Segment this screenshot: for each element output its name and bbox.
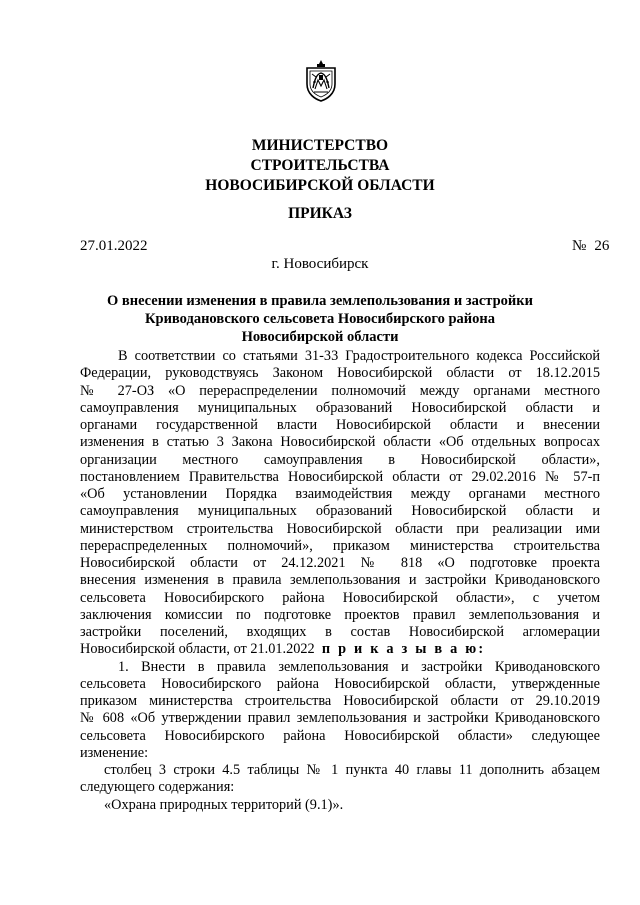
subject-line-3: Новосибирской области xyxy=(241,329,399,345)
preamble-end: Новосибирской области, от 21.01.2022 xyxy=(80,641,315,658)
document-body xyxy=(80,348,600,814)
number-sign: № xyxy=(572,238,587,254)
quote-line: «Охрана природных территорий (9.1)». xyxy=(104,796,344,813)
preamble-line: самоуправления муниципальных образований Новосибирской области и xyxy=(80,399,600,416)
preamble-line: самоуправления муниципальных образований Новосибирской области и xyxy=(80,503,600,520)
preamble-line: застройки поселений, входящих в состав Новосибирской агломерации xyxy=(80,624,600,640)
ministry-name xyxy=(0,136,640,196)
ministry-line-3: НОВОСИБИРСКОЙ ОБЛАСТИ xyxy=(205,177,435,194)
document-number xyxy=(572,238,609,255)
document-date: 27.01.2022 xyxy=(80,238,148,254)
item-1-line: сельсовета Новосибирского района Новосибирской области, утвержденные xyxy=(80,675,600,692)
number-value: 26 xyxy=(594,238,610,254)
preamble-paragraph xyxy=(80,348,600,659)
item-1-line: 1. Внести в правила землепользования и застройки Криводановского xyxy=(118,658,600,675)
preamble-line: В соответствии со статьями 31-33 Градостроительного кодекса Российской xyxy=(118,348,600,364)
change-line: столбец 3 строки 4.5 таблицы № 1 пункта 40 главы 11 дополнить абзацем xyxy=(104,762,600,778)
item-1-line: № 608 «Об утверждении правил землепользования и застройки Криводановского xyxy=(80,710,600,727)
item-1-line: сельсовета Новосибирского района Новосибирской области» следующее xyxy=(80,727,600,744)
quote-paragraph xyxy=(80,797,600,814)
subject-line-1: О внесении изменения в правила землепользования и застройки xyxy=(106,293,533,309)
preamble-line: № 27-ОЗ «О перераспределении полномочий между органами местного xyxy=(80,382,600,399)
preamble-line: заключения комиссии по подготовке проектов правил землепользования и xyxy=(80,606,600,623)
preamble-line: организации местного самоуправления в Новосибирской области», xyxy=(80,451,600,468)
item-1-paragraph xyxy=(80,659,600,763)
ministry-line-2: СТРОИТЕЛЬСТВА xyxy=(250,157,390,174)
document-type: ПРИКАЗ xyxy=(288,205,352,222)
preamble-line: «Об установлении Порядка взаимодействия между органами местного xyxy=(80,486,600,502)
document-subject xyxy=(0,292,640,346)
preamble-line: внесения изменения в правила землепользования и застройки Криводановского xyxy=(80,572,600,589)
item-1-line: приказом министерства строительства Новосибирской области от 29.10.2019 xyxy=(80,693,600,709)
ministry-line-1: МИНИСТЕРСТВО xyxy=(251,137,389,154)
preamble-line: изменения в статью 3 Закона Новосибирской области «Об отдельных вопросах xyxy=(80,434,600,451)
coat-of-arms-icon xyxy=(303,58,339,102)
preamble-line: Федерации, руководствуясь Законом Новосибирской области от 18.12.2015 xyxy=(80,365,600,382)
preamble-line: органами государственной власти Новосибирской области и внесении xyxy=(80,417,600,433)
preamble-line: министерством строительства Новосибирской области при реализации ими xyxy=(80,520,600,537)
change-line: следующего содержания: xyxy=(80,779,235,796)
order-word: п р и к а з ы в а ю: xyxy=(321,641,486,658)
document-city: г. Новосибирск xyxy=(271,256,369,272)
subject-line-2: Криводановского сельсовета Новосибирского района xyxy=(145,311,495,327)
preamble-line: сельсовета Новосибирского района Новосибирской области», с учетом xyxy=(80,589,600,606)
preamble-line: Новосибирской области от 24.12.2021 № 818 «О подготовке проекта xyxy=(80,555,600,571)
preamble-end-line xyxy=(80,641,600,658)
preamble-line: постановлением Правительства Новосибирской области от 29.02.2016 № 57-п xyxy=(80,468,600,485)
item-1-line: изменение: xyxy=(80,744,149,761)
preamble-line: перераспределенных полномочий», приказом министерства строительства xyxy=(80,537,600,554)
change-paragraph xyxy=(80,762,600,797)
